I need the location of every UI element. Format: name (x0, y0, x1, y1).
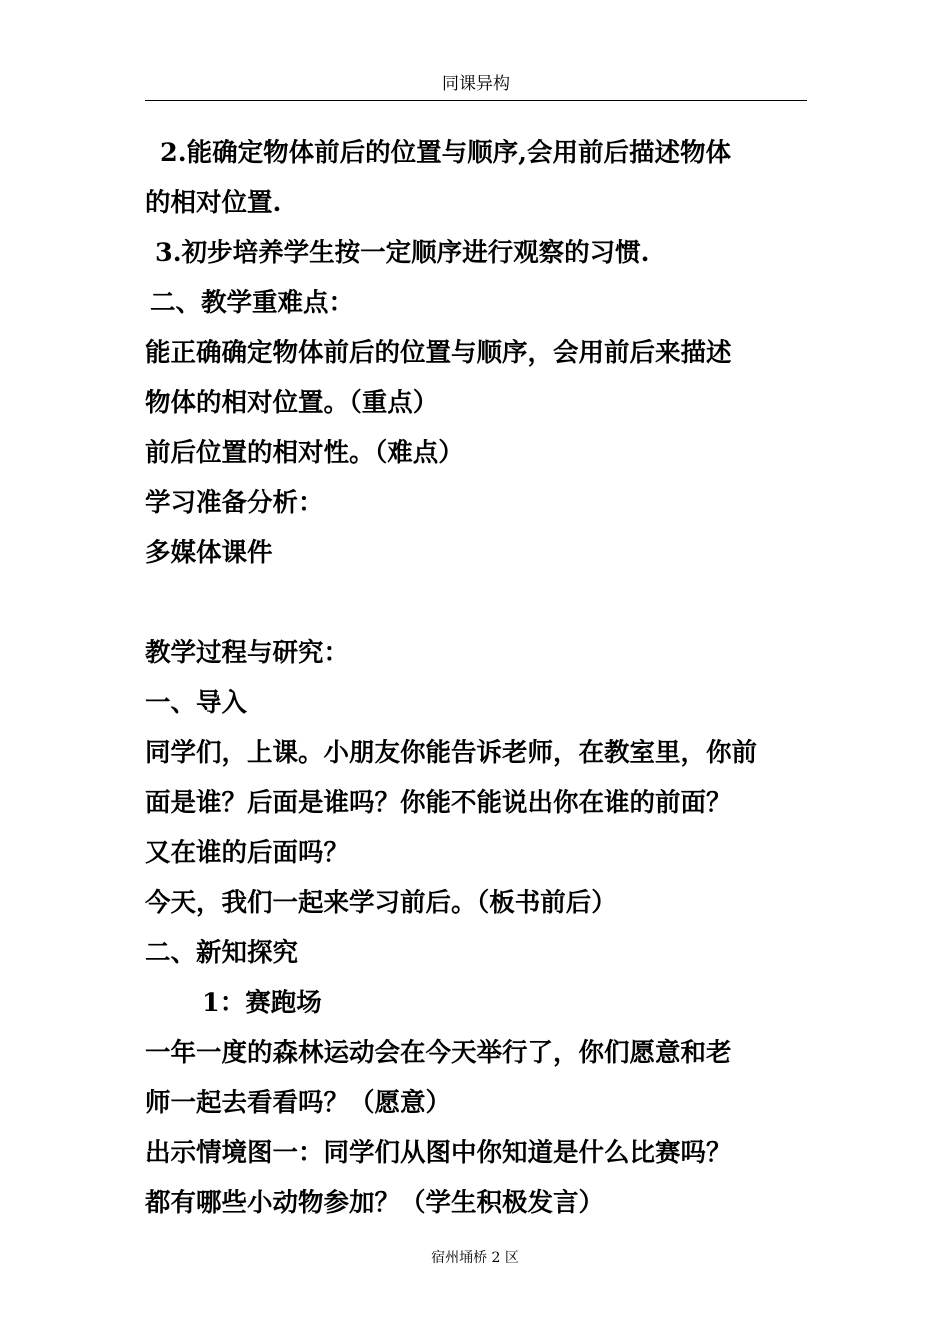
objective-2-line-1: 2.能确定物体前后的位置与顺序,会用前后描述物体 (160, 138, 731, 168)
subsection-race-track: 1：赛跑场 (202, 988, 322, 1018)
preparation-item: 多媒体课件 (145, 538, 273, 568)
key-point-line-1: 能正确确定物体前后的位置与顺序，会用前后来描述 (145, 338, 732, 368)
objective-2-line-2: 的相对位置. (145, 188, 282, 218)
objective-3: 3.初步培养学生按一定顺序进行观察的习惯. (155, 238, 650, 268)
race-paragraph-line-1: 一年一度的森林运动会在今天举行了，你们愿意和老 (145, 1038, 732, 1068)
document-body (145, 128, 807, 1228)
explore-heading: 二、新知探究 (145, 938, 299, 968)
blank-line (145, 578, 807, 628)
intro-paragraph-line-3: 又在谁的后面吗？ (145, 838, 350, 868)
scene-paragraph-line-1: 出示情境图一：同学们从图中你知道是什么比赛吗？ (145, 1138, 732, 1168)
intro-paragraph-line-1: 同学们，上课。小朋友你能告诉老师，在教室里，你前 (145, 738, 758, 768)
process-heading: 教学过程与研究： (145, 638, 350, 668)
scene-paragraph-line-2: 都有哪些小动物参加？（学生积极发言） (145, 1188, 605, 1218)
difficulty-line: 前后位置的相对性。（难点） (145, 438, 464, 468)
section-key-points-heading: 二、教学重难点： (150, 288, 355, 318)
intro-heading: 一、导入 (145, 688, 248, 718)
intro-paragraph-line-4: 今天，我们一起来学习前后。（板书前后） (145, 888, 617, 918)
page-footer: 宿州埇桥 2 区 (431, 1250, 519, 1266)
page-header: 同课异构 (145, 72, 807, 101)
key-point-line-2: 物体的相对位置。（重点） (145, 388, 439, 418)
race-paragraph-line-2: 师一起去看看吗？（愿意） (145, 1088, 452, 1118)
preparation-heading: 学习准备分析： (145, 488, 324, 518)
intro-paragraph-line-2: 面是谁？后面是谁吗？你能不能说出你在谁的前面？ (145, 788, 732, 818)
